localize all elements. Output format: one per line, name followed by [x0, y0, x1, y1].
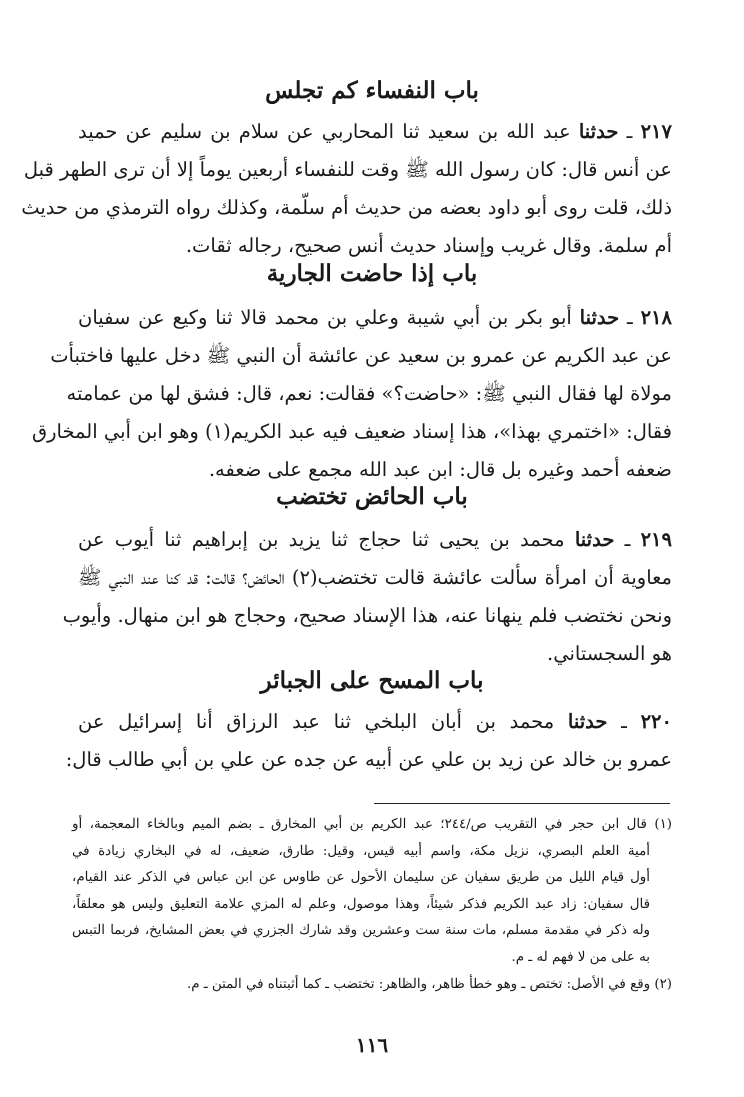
hadith-line: ذلك، قلت روى أبو داود بعضه من حديث أم سلّمة، وكذلك رواه الترمذي من حديث	[21, 196, 672, 219]
hadith-dash: ـ	[607, 710, 641, 733]
hadith-line: ونحن نختضب فلم ينهانا عنه، هذا الإسناد صحيح، وحجاج هو ابن منهال. وأيوب	[62, 604, 672, 627]
hadith-line: ضعفه أحمد وغيره بل قال: ابن عبد الله مجمع على ضعفه.	[208, 458, 672, 481]
hadith-first-line	[78, 299, 672, 337]
footnote-line: به على من لا فهم له ـ م.	[511, 949, 650, 965]
hadith-dash: ـ	[619, 306, 641, 329]
hadith-line: مولاة لها فقال النبي ﷺ: «حاضت؟» فقالت: نعم، قال: فشق لها من عمامته	[66, 382, 672, 405]
hadith-217	[21, 113, 672, 265]
hadith-text: محمد بن أبان البلخي ثنا عبد الرزاق أنا إسرائيل عن	[78, 710, 568, 733]
footnote-line: (٢) وقع في الأصل: تختص ـ وهو خطأ ظاهر، والظاهر: تختضب ـ كما أثبتناه في المتن ـ م.	[186, 977, 672, 992]
hadith-line: عن عبد الكريم عن عمرو بن سعيد عن عائشة أن النبي ﷺ دخل عليها فاختبأت	[50, 344, 672, 367]
hadith-line: عن أنس قال: كان رسول الله ﷺ وقت للنفساء أربعين يوماً إلا أن ترى الطهر قبل	[23, 158, 672, 181]
section-heading: باب الحائض تختضب	[276, 483, 468, 510]
hadith-line: فقال: «اختمري بهذا»، هذا إسناد ضعيف فيه عبد الكريم(١) وهو ابن أبي المخارق	[31, 420, 672, 443]
hadith-keyword: حدثنا	[579, 306, 620, 329]
hadith-line: هو السجستاني.	[547, 642, 672, 665]
footnote-line: أمية العلم البصري، نزيل مكة، واسم أبيه قيس، وقيل: طارق، ضعيف، له في البخاري زيادة في	[72, 843, 650, 859]
hadith-dash: ـ	[618, 120, 641, 143]
hadith-number: ٢١٨	[640, 306, 672, 329]
page-number: ١١٦	[355, 1033, 389, 1057]
hadith-first-line	[78, 113, 672, 151]
hadith-first-line	[78, 521, 672, 559]
hadith-first-line	[78, 703, 672, 741]
footnote-2	[72, 972, 672, 999]
hadith-number: ٢١٩	[640, 528, 672, 551]
hadith-220	[65, 703, 672, 779]
hadith-line: أم سلمة. وقال غريب وإسناد حديث أنس صحيح، رجاله ثقات.	[185, 234, 672, 257]
hadith-218	[31, 299, 672, 489]
hadith-keyword: حدثنا	[567, 710, 608, 733]
hadith-text: عبد الله بن سعيد ثنا المحاربي عن سلام بن سليم عن حميد	[78, 120, 579, 143]
section-heading: باب إذا حاضت الجارية	[266, 260, 478, 287]
hadith-line: معاوية أن امرأة سألت عائشة قالت تختضب(٢) الحائض؟ قالت: قد كنا عند النبي ﷺ	[78, 566, 672, 589]
hadith-text: أبو بكر بن أبي شيبة وعلي بن محمد قالا ثنا وكيع عن سفيان	[78, 306, 580, 329]
footnote-separator	[374, 803, 670, 804]
hadith-number: ٢٢٠	[640, 710, 672, 733]
footnote-line: قال سفيان: زاد عبد الكريم فذكر شيئاً، وهذا موصول، وعلم له المزي علامة التعليق وليس هو معلقاً،	[72, 896, 650, 912]
footnote-line: أول قيام الليل من طريق سفيان عن سليمان الأحول عن طاوس عن ابن عباس في الذكر عند القيام،	[72, 870, 650, 886]
hadith-219	[62, 521, 672, 673]
footnote-line: (١) قال ابن حجر في التقريب ص/٢٤٤؛ عبد الكريم بن أبي المخارق ـ بضم الميم وبالخاء المعجمة، أو	[72, 817, 672, 832]
hadith-keyword: حدثنا	[578, 120, 619, 143]
footnote-line: وله ذكر في مقدمة مسلم، مات سنة ست وعشرين وقد شارك الجزري في بعض المشايخ، فربما التبس	[72, 923, 650, 939]
hadith-keyword: حدثنا	[574, 528, 615, 551]
hadith-line: عمرو بن خالد عن زيد بن علي عن أبيه عن جده عن علي بن أبي طالب قال:	[65, 748, 672, 771]
section-heading: باب المسح على الجبائر	[260, 667, 484, 694]
section-heading: باب النفساء كم تجلس	[265, 77, 479, 104]
footnote-1	[72, 812, 672, 972]
hadith-number: ٢١٧	[640, 120, 672, 143]
hadith-text: محمد بن يحيى ثنا حجاج ثنا يزيد بن إبراهيم ثنا أيوب عن	[78, 528, 575, 551]
hadith-dash: ـ	[614, 528, 641, 551]
